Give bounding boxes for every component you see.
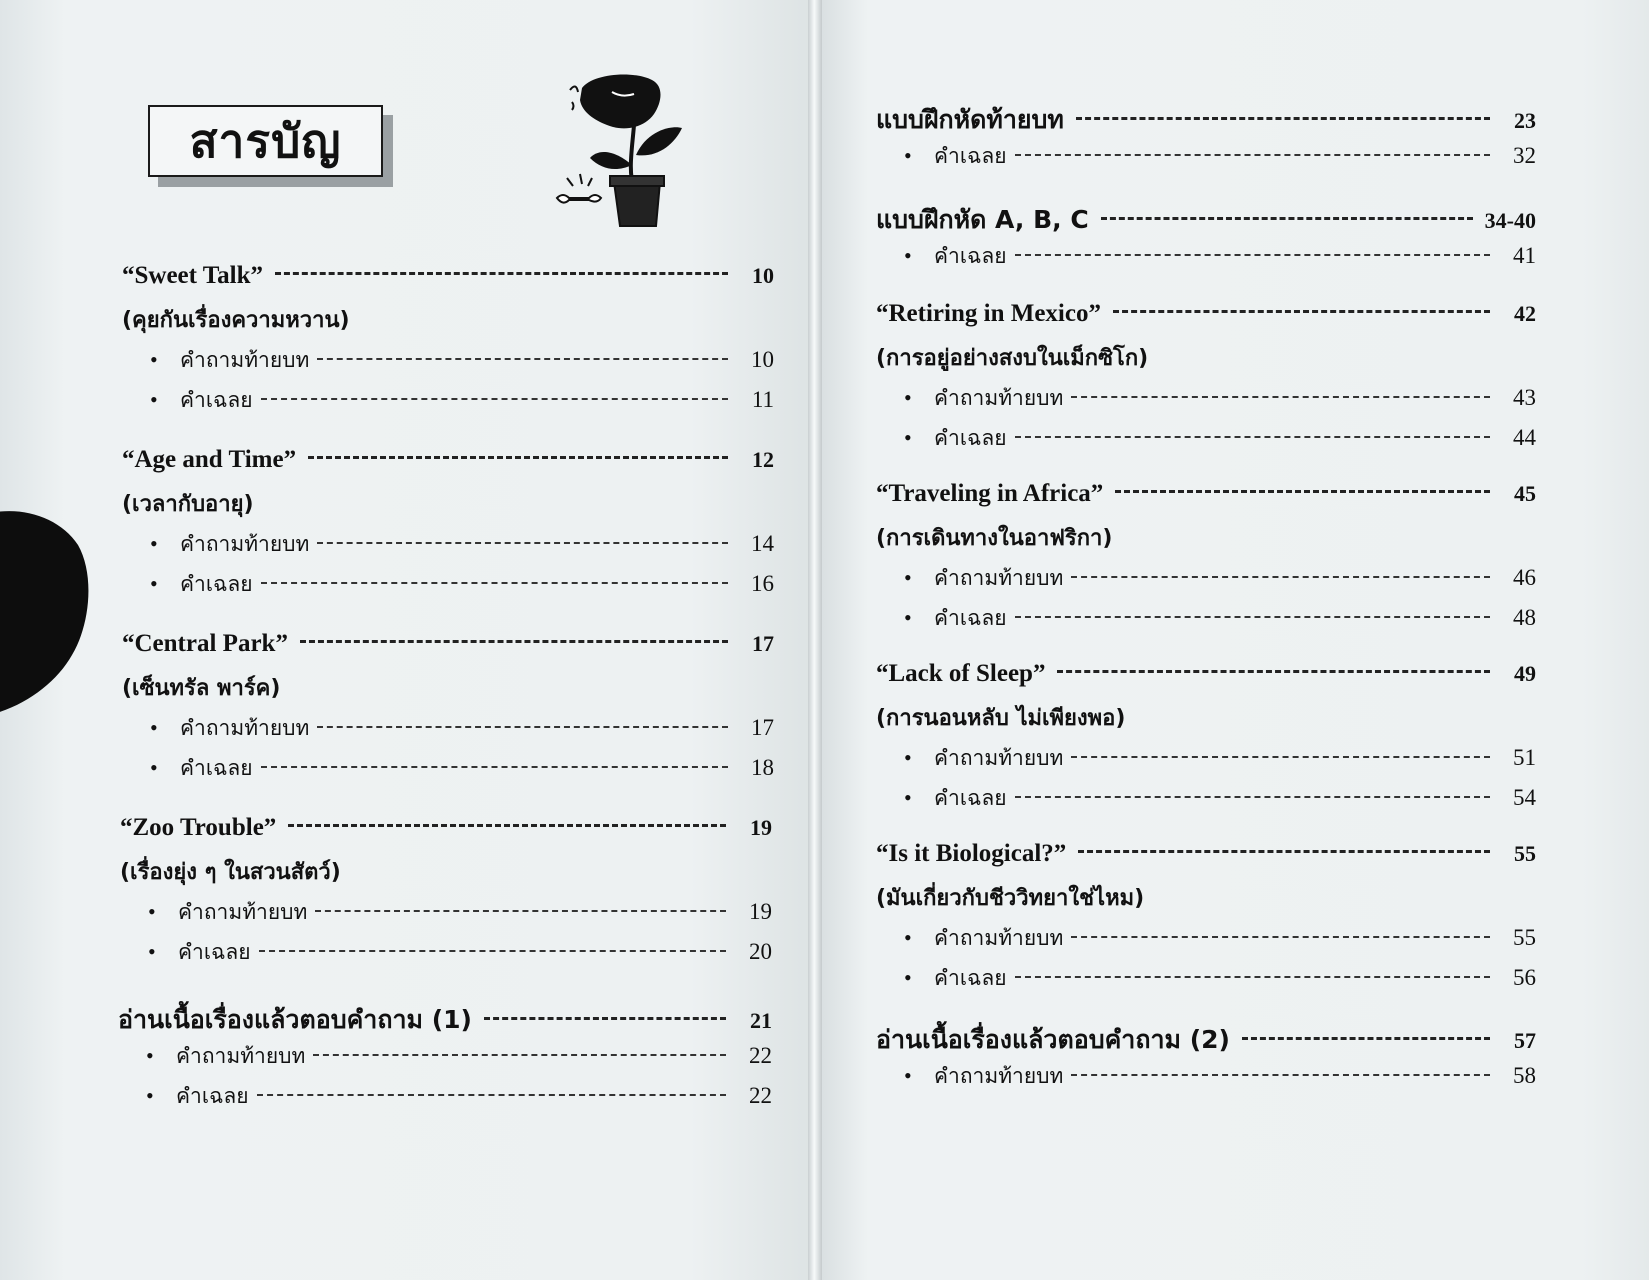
leader-dashes <box>1071 1074 1490 1076</box>
entry-title: “Is it Biological?” <box>876 840 1067 867</box>
bullet: • <box>904 143 912 168</box>
answer-key-item[interactable] <box>904 782 1536 815</box>
toc-entry[interactable] <box>876 300 1536 328</box>
entry-thai-subtitle: (มันเกี่ยวกับชีววิทยาใช่ไหม) <box>876 886 1145 911</box>
item-page-number: 55 <box>1513 925 1536 950</box>
entry-page-number: 17 <box>752 631 774 656</box>
entry-title: อ่านเนื้อเรื่องแล้วตอบคำถาม (1) <box>118 1005 472 1034</box>
item-label: คำถามท้ายบท <box>178 900 308 924</box>
item-page-number: 19 <box>749 899 772 924</box>
entry-title: “Sweet Talk” <box>122 262 264 289</box>
leader-dashes <box>1078 850 1490 853</box>
toc-title: สารบัญ <box>148 105 383 177</box>
toc-entry[interactable] <box>876 660 1536 688</box>
answer-key-item[interactable] <box>904 240 1536 273</box>
bullet: • <box>904 243 912 268</box>
item-label: คำถามท้ายบท <box>934 566 1064 590</box>
entry-page-number: 55 <box>1514 841 1536 866</box>
item-page-number: 11 <box>751 387 774 412</box>
chapter-questions-item[interactable] <box>150 344 774 377</box>
item-label: คำถามท้ายบท <box>180 532 310 556</box>
entry-title: “Age and Time” <box>122 446 297 473</box>
toc-title-box <box>148 105 383 177</box>
item-page-number: 41 <box>1513 243 1536 268</box>
item-page-number: 14 <box>751 531 774 556</box>
bullet: • <box>904 385 912 410</box>
leader-dashes <box>317 542 728 544</box>
book-gutter <box>808 0 822 1280</box>
chapter-questions-item[interactable] <box>904 1060 1536 1093</box>
toc-entry[interactable] <box>118 1000 772 1040</box>
bullet: • <box>150 531 158 556</box>
toc-entry[interactable] <box>122 630 774 658</box>
entry-page-number: 12 <box>752 447 774 472</box>
entry-title: แบบฝึกหัด A, B, C <box>876 205 1089 234</box>
leader-dashes <box>1076 117 1490 120</box>
item-label: คำถามท้ายบท <box>934 1064 1064 1088</box>
leader-dashes <box>257 1094 727 1096</box>
item-label: คำถามท้ายบท <box>180 348 310 372</box>
bullet: • <box>904 1063 912 1088</box>
item-page-number: 44 <box>1513 425 1536 450</box>
chapter-questions-item[interactable] <box>150 528 774 561</box>
item-label: คำเฉลย <box>934 966 1007 990</box>
entry-thai-subtitle: (เวลากับอายุ) <box>122 492 254 517</box>
entry-title: “Traveling in Africa” <box>876 480 1104 507</box>
item-page-number: 22 <box>749 1043 772 1068</box>
answer-key-item[interactable] <box>150 752 774 785</box>
item-page-number: 51 <box>1513 745 1536 770</box>
bullet: • <box>904 565 912 590</box>
item-label: คำถามท้ายบท <box>934 386 1064 410</box>
leader-dashes <box>1242 1037 1490 1040</box>
entry-thai-subtitle: (การอยู่อย่างสงบในเม็กซิโก) <box>876 346 1149 371</box>
entry-title: แบบฝึกหัดท้ายบท <box>876 105 1064 134</box>
index-tab-blob <box>0 505 92 720</box>
item-label: คำเฉลย <box>180 388 253 412</box>
toc-entry[interactable] <box>122 262 774 290</box>
item-label: คำเฉลย <box>934 244 1007 268</box>
answer-key-item[interactable] <box>904 140 1536 173</box>
bullet: • <box>904 605 912 630</box>
entry-title: “Central Park” <box>122 630 288 657</box>
entry-title: “Lack of Sleep” <box>876 660 1046 687</box>
item-label: คำเฉลย <box>180 572 253 596</box>
item-label: คำถามท้ายบท <box>934 926 1064 950</box>
leader-dashes <box>1071 936 1490 938</box>
item-label: คำถามท้ายบท <box>180 716 310 740</box>
toc-entry[interactable] <box>122 446 774 474</box>
item-page-number: 46 <box>1513 565 1536 590</box>
entry-title: อ่านเนื้อเรื่องแล้วตอบคำถาม (2) <box>876 1025 1230 1054</box>
toc-entry[interactable] <box>876 1020 1536 1060</box>
leader-dashes <box>1015 436 1491 438</box>
chapter-questions-item[interactable] <box>904 562 1536 595</box>
toc-entry[interactable] <box>876 840 1536 868</box>
bullet: • <box>150 571 158 596</box>
item-page-number: 54 <box>1513 785 1536 810</box>
chapter-questions-item[interactable] <box>148 896 772 929</box>
leader-dashes <box>1071 756 1490 758</box>
item-label: คำเฉลย <box>934 144 1007 168</box>
leader-dashes <box>1015 254 1491 256</box>
entry-thai-subtitle: (เซ็นทรัล พาร์ค) <box>122 676 281 701</box>
entry-thai-subtitle: (การนอนหลับ ไม่เพียงพอ) <box>876 706 1126 731</box>
item-label: คำถามท้ายบท <box>176 1044 306 1068</box>
entry-page-number: 45 <box>1514 481 1536 506</box>
bullet: • <box>150 387 158 412</box>
item-label: คำเฉลย <box>934 426 1007 450</box>
chapter-questions-item[interactable] <box>150 712 774 745</box>
leader-dashes <box>1115 490 1490 493</box>
toc-entry[interactable] <box>876 200 1536 240</box>
answer-key-item[interactable] <box>904 602 1536 635</box>
item-page-number: 56 <box>1513 965 1536 990</box>
answer-key-item[interactable] <box>150 568 774 601</box>
leader-dashes <box>1015 796 1491 798</box>
bullet: • <box>148 939 156 964</box>
answer-key-item[interactable] <box>904 422 1536 455</box>
chapter-questions-item[interactable] <box>904 742 1536 775</box>
entry-thai-subtitle: (เรื่องยุ่ง ๆ ในสวนสัตว์) <box>120 860 341 885</box>
toc-entry[interactable] <box>876 100 1536 140</box>
bullet: • <box>148 899 156 924</box>
item-page-number: 20 <box>749 939 772 964</box>
leader-dashes <box>261 582 729 584</box>
bullet: • <box>904 925 912 950</box>
chapter-questions-item[interactable] <box>904 922 1536 955</box>
entry-page-number: 57 <box>1514 1028 1536 1053</box>
item-page-number: 10 <box>751 347 774 372</box>
item-page-number: 32 <box>1513 143 1536 168</box>
entry-page-number: 49 <box>1514 661 1536 686</box>
answer-key-item[interactable] <box>904 962 1536 995</box>
chapter-questions-item[interactable] <box>146 1040 772 1073</box>
item-page-number: 43 <box>1513 385 1536 410</box>
item-label: คำเฉลย <box>180 756 253 780</box>
leader-dashes <box>1071 396 1490 398</box>
leader-dashes <box>275 272 728 275</box>
bullet: • <box>146 1083 154 1108</box>
leader-dashes <box>317 358 728 360</box>
toc-entry[interactable] <box>120 814 772 842</box>
leader-dashes <box>313 1054 726 1056</box>
item-page-number: 58 <box>1513 1063 1536 1088</box>
item-page-number: 48 <box>1513 605 1536 630</box>
answer-key-item[interactable] <box>146 1080 772 1113</box>
item-page-number: 16 <box>751 571 774 596</box>
leader-dashes <box>317 726 728 728</box>
bullet: • <box>904 785 912 810</box>
item-label: คำเฉลย <box>934 606 1007 630</box>
entry-thai-subtitle: (การเดินทางในอาฟริกา) <box>876 526 1113 551</box>
leader-dashes <box>1015 154 1491 156</box>
leader-dashes <box>315 910 726 912</box>
leader-dashes <box>261 766 729 768</box>
plant-illustration <box>552 70 722 235</box>
leader-dashes <box>261 398 729 400</box>
bullet: • <box>904 745 912 770</box>
bullet: • <box>904 425 912 450</box>
item-label: คำเฉลย <box>934 786 1007 810</box>
entry-page-number: 21 <box>750 1008 772 1033</box>
bullet: • <box>150 347 158 372</box>
leader-dashes <box>1015 976 1491 978</box>
entry-title: “Zoo Trouble” <box>120 814 277 841</box>
leader-dashes <box>1015 616 1491 618</box>
item-page-number: 22 <box>749 1083 772 1108</box>
bullet: • <box>146 1043 154 1068</box>
item-label: คำเฉลย <box>178 940 251 964</box>
entry-thai-subtitle: (คุยกันเรื่องความหวาน) <box>122 308 350 333</box>
leader-dashes <box>308 456 728 459</box>
leader-dashes <box>300 640 728 643</box>
leader-dashes <box>1113 310 1490 313</box>
leader-dashes <box>1057 670 1490 673</box>
item-page-number: 17 <box>751 715 774 740</box>
entry-page-number: 19 <box>750 815 772 840</box>
answer-key-item[interactable] <box>148 936 772 969</box>
leader-dashes <box>259 950 727 952</box>
entry-page-number: 10 <box>752 263 774 288</box>
item-label: คำเฉลย <box>176 1084 249 1108</box>
bullet: • <box>150 755 158 780</box>
entry-page-number: 23 <box>1514 108 1536 133</box>
entry-page-number: 42 <box>1514 301 1536 326</box>
toc-entry[interactable] <box>876 480 1536 508</box>
item-page-number: 18 <box>751 755 774 780</box>
answer-key-item[interactable] <box>150 384 774 417</box>
bullet: • <box>150 715 158 740</box>
chapter-questions-item[interactable] <box>904 382 1536 415</box>
entry-page-number: 34-40 <box>1484 208 1536 233</box>
leader-dashes <box>1071 576 1490 578</box>
leader-dashes <box>288 824 726 827</box>
entry-title: “Retiring in Mexico” <box>876 300 1101 327</box>
item-label: คำถามท้ายบท <box>934 746 1064 770</box>
bullet: • <box>904 965 912 990</box>
leader-dashes <box>1101 217 1473 220</box>
leader-dashes <box>484 1017 726 1020</box>
